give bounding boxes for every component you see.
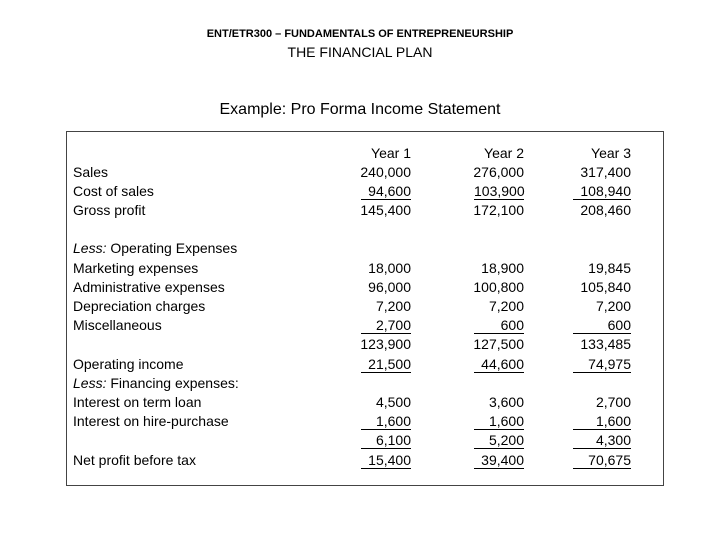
cell-cost-of-sales-y2 bbox=[474, 183, 524, 200]
underlined-value: 74,975 bbox=[573, 356, 631, 373]
cell-total-opex-y1: 123,900 bbox=[360, 336, 411, 352]
underlined-value: 1,600 bbox=[361, 413, 411, 430]
cell-depreciation-y1: 7,200 bbox=[375, 298, 411, 314]
cell-net-profit-y3 bbox=[573, 452, 631, 469]
underlined-value: 600 bbox=[474, 317, 524, 334]
underlined-value: 21,500 bbox=[361, 356, 411, 373]
underlined-value: 44,600 bbox=[474, 356, 524, 373]
row-label-depreciation: Depreciation charges bbox=[73, 298, 206, 314]
cell-depreciation-y3: 7,200 bbox=[595, 298, 631, 314]
cell-sales-y1: 240,000 bbox=[360, 164, 411, 180]
cell-total-financing-y1 bbox=[361, 432, 411, 449]
row-label-operating-income: Operating income bbox=[73, 356, 184, 372]
cell-total-financing-y2 bbox=[474, 432, 524, 449]
underlined-value: 39,400 bbox=[474, 452, 524, 469]
underlined-value: 70,675 bbox=[573, 452, 631, 469]
cell-total-opex-y2: 127,500 bbox=[473, 336, 524, 352]
underlined-value: 6,100 bbox=[361, 432, 411, 449]
row-label-cost-of-sales: Cost of sales bbox=[73, 183, 154, 199]
cell-cost-of-sales-y3 bbox=[573, 183, 631, 200]
cell-interest-term-loan-y3: 2,700 bbox=[595, 394, 631, 410]
cell-miscellaneous-y3 bbox=[573, 317, 631, 334]
cell-interest-hire-purchase-y3 bbox=[573, 413, 631, 430]
underlined-value: 1,600 bbox=[474, 413, 524, 430]
section-label-text: Financing expenses: bbox=[106, 375, 239, 391]
row-label-gross-profit: Gross profit bbox=[73, 202, 146, 218]
cell-gross-profit-y1: 145,400 bbox=[360, 202, 411, 218]
underlined-value: 2,700 bbox=[361, 317, 411, 334]
column-header-year-3: Year 3 bbox=[591, 145, 631, 161]
cell-administrative-y3: 105,840 bbox=[580, 279, 631, 295]
less-prefix: Less: bbox=[73, 375, 107, 391]
row-label-net-profit: Net profit before tax bbox=[73, 452, 196, 468]
row-label-marketing: Marketing expenses bbox=[73, 260, 199, 276]
cell-sales-y3: 317,400 bbox=[580, 164, 631, 180]
cell-interest-term-loan-y1: 4,500 bbox=[375, 394, 411, 410]
underlined-value: 5,200 bbox=[474, 432, 524, 449]
underlined-value: 94,600 bbox=[361, 183, 411, 200]
underlined-value: 108,940 bbox=[573, 183, 631, 200]
cell-gross-profit-y3: 208,460 bbox=[580, 202, 631, 218]
cell-miscellaneous-y1 bbox=[361, 317, 411, 334]
underlined-value: 4,300 bbox=[573, 432, 631, 449]
cell-depreciation-y2: 7,200 bbox=[488, 298, 524, 314]
cell-net-profit-y2 bbox=[474, 452, 524, 469]
cell-administrative-y1: 96,000 bbox=[368, 279, 411, 295]
cell-interest-hire-purchase-y2 bbox=[474, 413, 524, 430]
cell-marketing-y3: 19,845 bbox=[588, 260, 631, 276]
cell-gross-profit-y2: 172,100 bbox=[473, 202, 524, 218]
cell-total-opex-y3: 133,485 bbox=[580, 336, 631, 352]
underlined-value: 15,400 bbox=[361, 452, 411, 469]
cell-interest-term-loan-y2: 3,600 bbox=[488, 394, 524, 410]
row-label-sales: Sales bbox=[73, 164, 109, 180]
cell-operating-income-y2 bbox=[474, 356, 524, 373]
column-header-year-1: Year 1 bbox=[371, 145, 411, 161]
underlined-value: 103,900 bbox=[474, 183, 525, 199]
cell-miscellaneous-y2 bbox=[474, 317, 524, 334]
cell-total-financing-y3 bbox=[573, 432, 631, 449]
row-label-administrative: Administrative expenses bbox=[73, 279, 225, 295]
section-label-operating-expenses bbox=[73, 240, 237, 256]
cell-operating-income-y3 bbox=[573, 356, 631, 373]
less-prefix: Less: bbox=[73, 240, 107, 256]
row-label-miscellaneous: Miscellaneous bbox=[73, 317, 162, 333]
section-label-text: Operating Expenses bbox=[106, 240, 238, 256]
statement-title: Example: Pro Forma Income Statement bbox=[219, 101, 501, 118]
cell-operating-income-y1 bbox=[361, 356, 411, 373]
underlined-value: 600 bbox=[573, 317, 631, 334]
course-title: ENT/ETR300 – FUNDAMENTALS OF ENTREPRENEURSHIP bbox=[206, 28, 514, 40]
column-header-year-2: Year 2 bbox=[484, 145, 524, 161]
underlined-value: 1,600 bbox=[573, 413, 631, 430]
cell-cost-of-sales-y1 bbox=[361, 183, 411, 200]
cell-sales-y2: 276,000 bbox=[473, 164, 524, 180]
cell-administrative-y2: 100,800 bbox=[473, 279, 524, 295]
row-label-interest-hire-purchase: Interest on hire-purchase bbox=[73, 413, 229, 429]
cell-marketing-y1: 18,000 bbox=[368, 260, 411, 276]
cell-marketing-y2: 18,900 bbox=[481, 260, 524, 276]
cell-net-profit-y1 bbox=[361, 452, 411, 469]
section-label-financing-expenses bbox=[73, 375, 239, 391]
page-title: THE FINANCIAL PLAN bbox=[287, 44, 433, 60]
row-label-interest-term-loan: Interest on term loan bbox=[73, 394, 202, 410]
cell-interest-hire-purchase-y1 bbox=[361, 413, 411, 430]
